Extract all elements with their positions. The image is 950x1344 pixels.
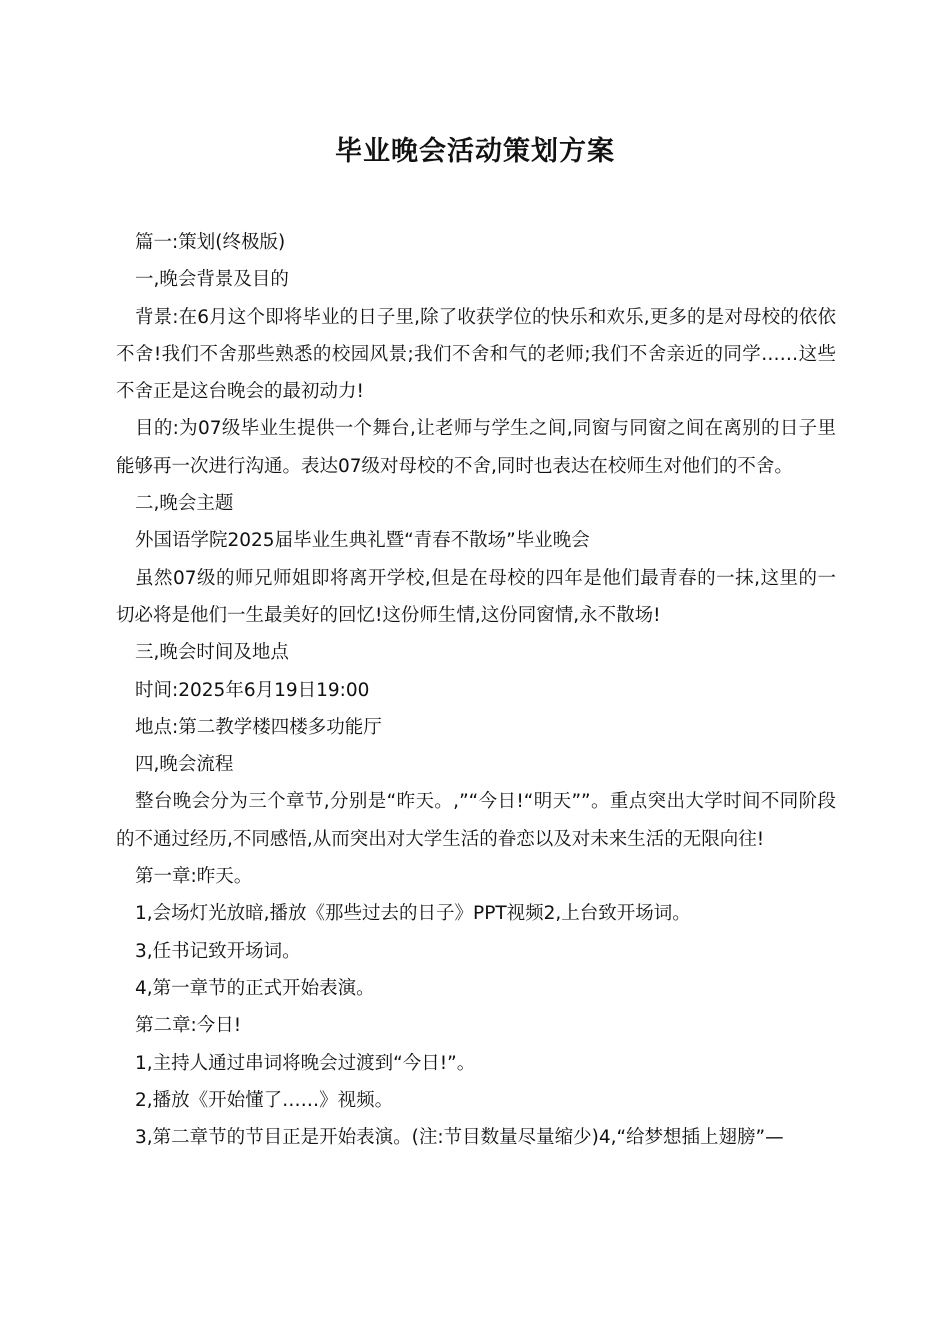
document-title: 毕业晚会活动策划方案 — [335, 136, 615, 167]
paragraph-theme-title: 外国语学院2025届毕业生典礼暨“青春不散场”毕业晚会 — [135, 530, 590, 552]
list-item: 1,主持人通过串词将晚会过渡到“今日!”。 — [135, 1052, 476, 1074]
list-item: 4,第一章节的正式开始表演。 — [135, 977, 375, 999]
list-item: 3,任书记致开场词。 — [135, 940, 301, 962]
paragraph-theme-description: 虽然07级的师兄师姐即将离开学校,但是在母校的四年是他们最青春的一抹,这里的一切必将是他们一生最美好的回忆!这份师生情,这份同窗情,永不散场! — [116, 567, 836, 626]
section-heading-process: 四,晚会流程 — [135, 754, 234, 776]
chapter-heading-yesterday: 第一章:昨天。 — [135, 866, 253, 888]
chapter-heading-today: 第二章:今日! — [135, 1015, 242, 1037]
list-item: 1,会场灯光放暗,播放《那些过去的日子》PPT视频2,上台致开场词。 — [135, 903, 691, 925]
list-item: 3,第二章节的节目正是开始表演。(注:节目数量尽量缩少)4,“给梦想插上翅膀”— — [135, 1127, 784, 1149]
paragraph-place: 地点:第二教学楼四楼多功能厅 — [135, 716, 382, 738]
paragraph-part-heading: 篇一:策划(终极版) — [135, 232, 286, 253]
section-heading-background: 一,晚会背景及目的 — [135, 269, 289, 291]
section-heading-time-place: 三,晚会时间及地点 — [135, 642, 289, 664]
paragraph-process-overview: 整台晚会分为三个章节,分别是“昨天。,”“今日!“明天””。重点突出大学时间不同阶段的不通过经历,不同感悟,从而突出对大学生活的眷恋以及对未来生活的无限向往! — [116, 791, 836, 850]
paragraph-purpose: 目的:为07级毕业生提供一个舞台,让老师与学生之间,同窗与同窗之间在离别的日子里能够再一次进行沟通。表达07级对母校的不舍,同时也表达在校师生对他们的不舍。 — [116, 418, 836, 477]
paragraph-time: 时间:2025年6月19日19:00 — [135, 679, 370, 701]
document-body — [116, 224, 836, 1156]
list-item: 2,播放《开始懂了……》视频。 — [135, 1089, 394, 1111]
section-heading-theme: 二,晚会主题 — [135, 493, 234, 515]
paragraph-background: 背景:在6月这个即将毕业的日子里,除了收获学位的快乐和欢乐,更多的是对母校的依依不舍!我们不舍那些熟悉的校园风景;我们不舍和气的老师;我们不舍亲近的同学……这些不舍正是这台晚会的最初动力! — [116, 306, 836, 403]
